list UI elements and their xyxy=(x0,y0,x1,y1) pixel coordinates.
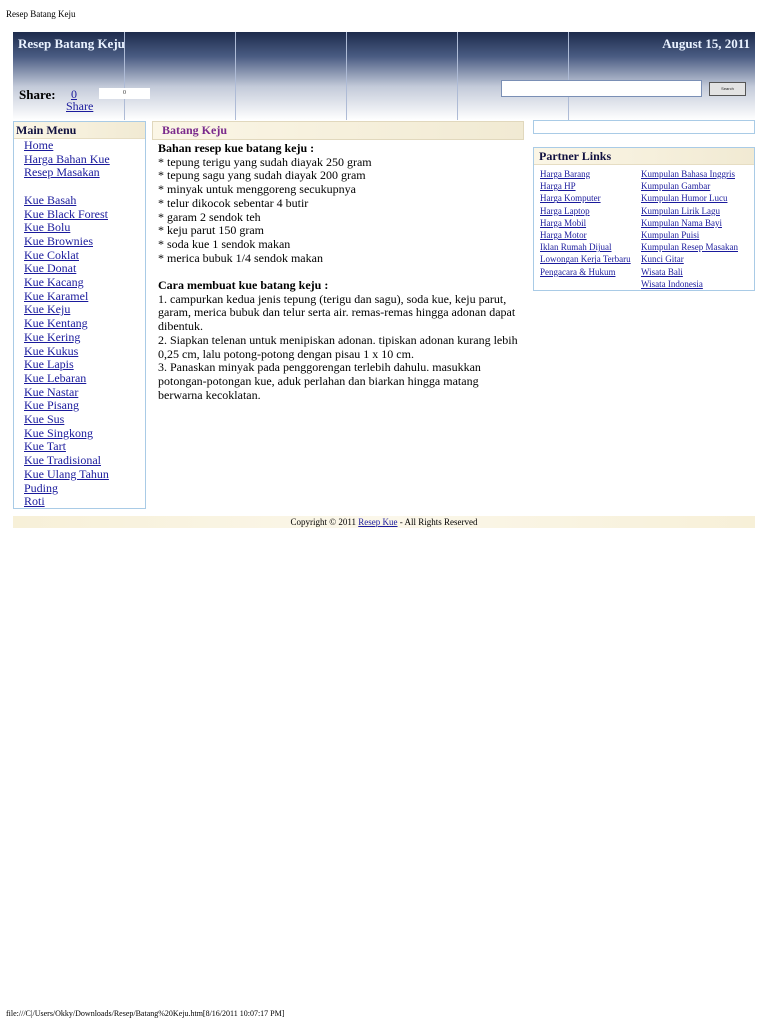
menu-link[interactable]: Kue Keju xyxy=(24,302,71,317)
partner-link[interactable]: Kumpulan Gambar xyxy=(641,181,711,192)
menu-link[interactable]: Harga Bahan Kue xyxy=(24,151,110,166)
menu-link[interactable]: Kue Kukus xyxy=(24,343,79,358)
partner-link[interactable]: Harga Laptop xyxy=(540,205,590,216)
copyright-prefix: Copyright © 2011 xyxy=(290,517,359,527)
menu-item xyxy=(24,290,145,304)
menu-link[interactable]: Kue Tradisional xyxy=(24,453,102,468)
partner-links xyxy=(533,147,755,291)
partner-link[interactable]: Kumpulan Puisi xyxy=(641,230,700,241)
partner-link[interactable]: Wisata Bali xyxy=(641,266,683,277)
partner-link[interactable]: Harga Barang xyxy=(540,169,591,179)
ingredient-line: * minyak untuk menggoreng secukupnya xyxy=(158,182,356,197)
site-banner xyxy=(13,32,755,120)
menu-link[interactable]: Puding xyxy=(24,480,59,495)
partner-link[interactable]: Harga Mobil xyxy=(540,217,587,228)
sidebar-empty-box xyxy=(533,120,755,134)
menu-link[interactable]: Kue Kering xyxy=(24,329,81,344)
print-footer: file:///C|/Users/Okky/Downloads/Resep/Batang%20Keju.htm[8/16/2011 10:07:17 PM] xyxy=(6,1009,285,1018)
share-label: Share: xyxy=(19,87,56,102)
article-title: Batang Keju xyxy=(162,123,228,137)
partner-links-column-1 xyxy=(540,168,631,278)
banner-divider xyxy=(568,32,569,120)
menu-link[interactable]: Kue Nastar xyxy=(24,384,79,399)
partner-link[interactable]: Wisata Indonesia xyxy=(641,278,703,289)
menu-item xyxy=(24,345,145,359)
partner-link[interactable]: Iklan Rumah Dijual xyxy=(540,242,612,253)
menu-link[interactable]: Kue Lebaran xyxy=(24,370,87,385)
main-menu xyxy=(13,121,146,509)
menu-item xyxy=(24,221,145,235)
menu-item xyxy=(24,440,145,454)
partner-link[interactable]: Harga Komputer xyxy=(540,193,601,204)
ingredients-title: Bahan resep kue batang keju : xyxy=(158,141,315,155)
partner-link[interactable]: Kumpulan Resep Masakan xyxy=(641,242,738,253)
partner-link[interactable]: Harga Motor xyxy=(540,230,587,241)
copyright-suffix: - All Rights Reserved xyxy=(397,517,478,527)
menu-item xyxy=(24,139,145,153)
partner-link[interactable]: Kumpulan Lirik Lagu xyxy=(641,205,720,216)
partner-link[interactable]: Harga HP xyxy=(540,181,576,192)
partner-link[interactable]: Lowongan Kerja Terbaru xyxy=(540,254,631,265)
menu-link[interactable]: Kue Brownies xyxy=(24,233,93,248)
menu-item xyxy=(24,276,145,290)
menu-item xyxy=(24,482,145,496)
menu-item xyxy=(24,262,145,276)
ingredient-line: * tepung terigu yang sudah diayak 250 gram xyxy=(158,154,372,169)
page-footer xyxy=(13,516,755,528)
main-menu-list xyxy=(14,139,145,509)
menu-link[interactable]: Kue Tart xyxy=(24,439,66,454)
search-input[interactable] xyxy=(501,80,702,97)
menu-link[interactable]: Resep Masakan xyxy=(24,165,100,180)
menu-item xyxy=(24,413,145,427)
menu-item xyxy=(24,468,145,482)
partner-link[interactable]: Kumpulan Nama Bayi xyxy=(641,217,722,228)
site-title: Resep Batang Keju xyxy=(18,36,125,51)
article-header xyxy=(152,121,524,140)
menu-item xyxy=(24,303,145,317)
menu-item xyxy=(24,153,145,167)
menu-link[interactable]: Kue Basah xyxy=(24,192,77,207)
search-button[interactable]: Search xyxy=(709,82,746,96)
menu-item xyxy=(24,427,145,441)
menu-link[interactable]: Kue Karamel xyxy=(24,288,89,303)
menu-link[interactable]: Kue Bolu xyxy=(24,220,71,235)
step-paragraph: 3. Panaskan minyak pada penggorengan terlebih dahulu. masukkan potongan-potongan kue, aduk perlahan dan biarkan hingga matang berwarna kecoklatan. xyxy=(158,360,481,402)
menu-link[interactable]: Kue Black Forest xyxy=(24,206,108,221)
menu-item xyxy=(24,194,145,208)
menu-item xyxy=(24,331,145,345)
menu-link[interactable]: Home xyxy=(24,138,54,152)
menu-link[interactable]: Kue Ulang Tahun xyxy=(24,466,109,481)
ingredient-line: * telur dikocok sebentar 4 butir xyxy=(158,195,309,210)
banner-divider xyxy=(346,32,347,120)
menu-item xyxy=(24,454,145,468)
print-header: Resep Batang Keju xyxy=(6,9,76,19)
banner-divider xyxy=(235,32,236,120)
menu-item xyxy=(24,249,145,263)
main-menu-header xyxy=(14,122,145,139)
menu-link[interactable]: Kue Kacang xyxy=(24,275,84,290)
menu-link[interactable]: Kue Sus xyxy=(24,412,65,427)
steps-title: Cara membuat kue batang keju : xyxy=(158,278,329,293)
partner-links-title: Partner Links xyxy=(539,149,612,163)
menu-link[interactable]: Kue Kentang xyxy=(24,316,88,331)
menu-link[interactable]: Roti xyxy=(24,494,45,509)
ingredient-line: * keju parut 150 gram xyxy=(158,223,264,238)
partner-links-column-2 xyxy=(641,168,738,290)
partner-link[interactable]: Pengacara & Hukum xyxy=(540,266,616,277)
menu-item xyxy=(24,399,145,413)
share-count-box: 0 xyxy=(99,88,150,99)
menu-item xyxy=(24,235,145,249)
partner-link[interactable]: Kumpulan Humor Lucu xyxy=(641,193,728,204)
menu-item xyxy=(24,208,145,222)
ingredients-list xyxy=(158,156,524,266)
banner-date: August 15, 2011 xyxy=(662,36,750,51)
article-body xyxy=(152,140,524,402)
footer-site-link[interactable]: Resep Kue xyxy=(358,517,398,527)
menu-link[interactable]: Kue Donat xyxy=(24,261,77,276)
main-menu-title: Main Menu xyxy=(16,123,77,137)
menu-item xyxy=(24,495,145,509)
steps-list xyxy=(158,293,524,403)
menu-link[interactable]: Kue Lapis xyxy=(24,357,74,372)
ingredient-line: * garam 2 sendok teh xyxy=(158,209,261,224)
ingredient-line: * merica bubuk 1/4 sendok makan xyxy=(158,250,323,265)
partner-link[interactable]: Kumpulan Bahasa Inggris xyxy=(641,169,735,179)
banner-divider xyxy=(457,32,458,120)
menu-item xyxy=(24,386,145,400)
partner-link[interactable]: Kunci Gitar xyxy=(641,254,684,265)
article xyxy=(152,121,524,402)
share-link[interactable]: Share xyxy=(66,99,94,113)
menu-item xyxy=(24,317,145,331)
ingredient-line: * tepung sagu yang sudah diayak 200 gram xyxy=(158,168,366,183)
step-paragraph: 2. Siapkan telenan untuk menipiskan adonan. tipiskan adonan kurang lebih 0,25 cm, lalu potong-potong dengan pisau 1 x 10 cm. xyxy=(158,332,518,361)
share-count-link[interactable]: 0 xyxy=(71,87,77,101)
menu-link[interactable]: Kue Pisang xyxy=(24,398,79,413)
menu-link[interactable]: Kue Coklat xyxy=(24,247,79,262)
step-paragraph: 1. campurkan kedua jenis tepung (terigu dan sagu), soda kue, keju parut, garam, merica bubuk dan telur serta air. remas-remas hingga adonan dapat dibentuk. xyxy=(158,291,516,334)
menu-item xyxy=(24,166,145,180)
ingredient-line: * soda kue 1 sendok makan xyxy=(158,236,291,251)
menu-link[interactable]: Kue Singkong xyxy=(24,425,93,440)
menu-item xyxy=(24,358,145,372)
partner-links-header xyxy=(534,148,754,165)
menu-item xyxy=(24,372,145,386)
